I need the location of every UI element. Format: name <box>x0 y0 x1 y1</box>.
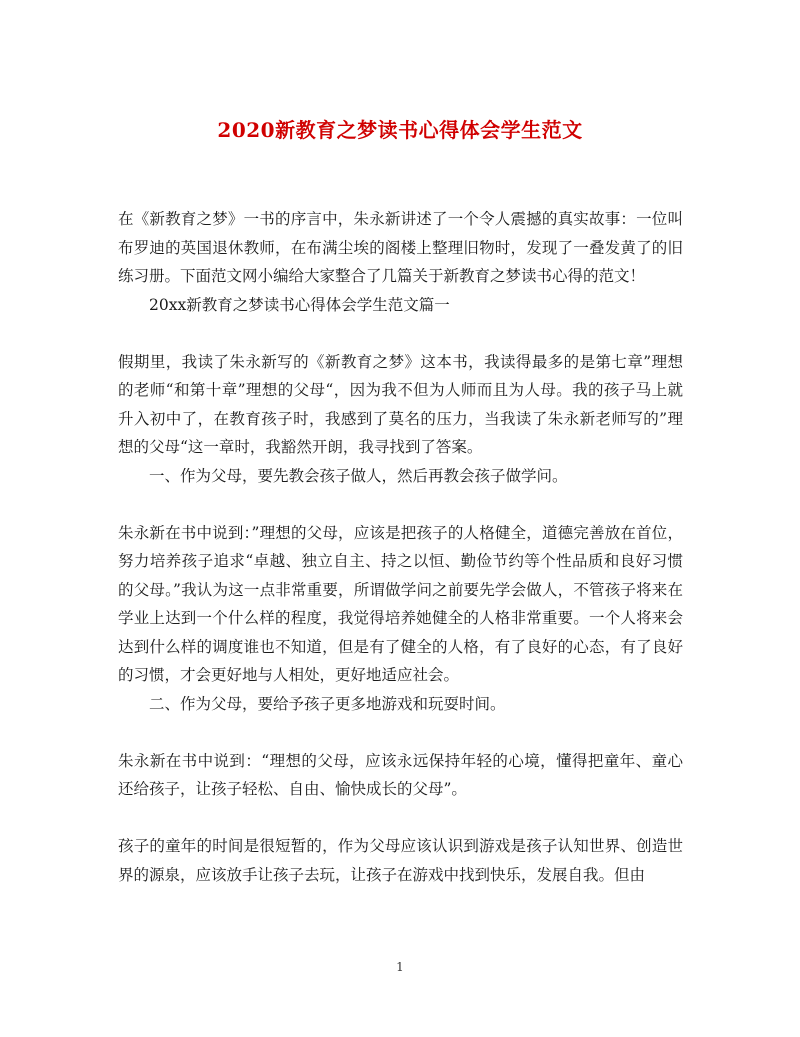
body-paragraph: 孩子的童年的时间是很短暂的，作为父母应该认识到游戏是孩子认知世界、创造世界的源泉，应该放手让孩子去玩，让孩子在游戏中找到快乐，发展自我。但由 <box>118 837 683 884</box>
point-heading-two: 二、作为父母，要给予孩子更多地游戏和玩耍时间。 <box>149 694 506 713</box>
body-paragraph: 朱永新在书中说到：”理想的父母，应该是把孩子的人格健全，道德完善放在首位，努力培养孩子追求“卓越、独立自主、持之以恒、勤俭节约等个性品质和良好习惯的父母。”我认为这一点非常重要，所谓做学问之前要先学会做人，不管孩子将来在学业上达到一个什么样的程度，我觉得培养她健全的人格非常重要。一个人将来会达到什么样的调度谁也不知道，但是有了健全的人格，有了良好的心态，有了良好的习惯，才会更好地与人相处，更好地适应社会。 <box>118 523 683 684</box>
paragraph-gap <box>118 490 683 519</box>
paragraph-gap <box>118 718 683 747</box>
intro-paragraph: 在《新教育之梦》一书的序言中，朱永新讲述了一个令人震撼的真实故事：一位叫布罗迪的英国退休教师，在布满尘埃的阁楼上整理旧物时，发现了一叠发黄了的旧练习册。下面范文网小编给大家整合了几篇关于新教育之梦读书心得的范文！ <box>118 210 683 285</box>
section-heading: 20xx新教育之梦读书心得体会学生范文篇一 <box>149 295 450 314</box>
paragraph-gap <box>118 319 683 348</box>
paragraph-gap <box>118 804 683 833</box>
body-paragraph: 朱永新在书中说到：“理想的父母，应该永远保持年轻的心境，懂得把童年、童心还给孩子，让孩子轻松、自由、愉快成长的父母”。 <box>118 751 683 798</box>
page-number: 1 <box>396 960 404 974</box>
body-paragraph: 假期里，我读了朱永新写的《新教育之梦》这本书，我读得最多的是第七章”理想的老师“和第十章”理想的父母“，因为我不但为人师而且为人母。我的孩子马上就升入初中了，在教育孩子时，我感到了莫名的压力，当我读了朱永新老师写的”理想的父母“这一章时，我豁然开朗，我寻找到了答案。 <box>118 352 683 456</box>
point-heading-one: 一、作为父母，要先教会孩子做人，然后再教会孩子做学问。 <box>149 466 568 485</box>
document-title: 2020新教育之梦读书心得体会学生范文 <box>217 118 583 142</box>
document-body <box>118 205 683 889</box>
